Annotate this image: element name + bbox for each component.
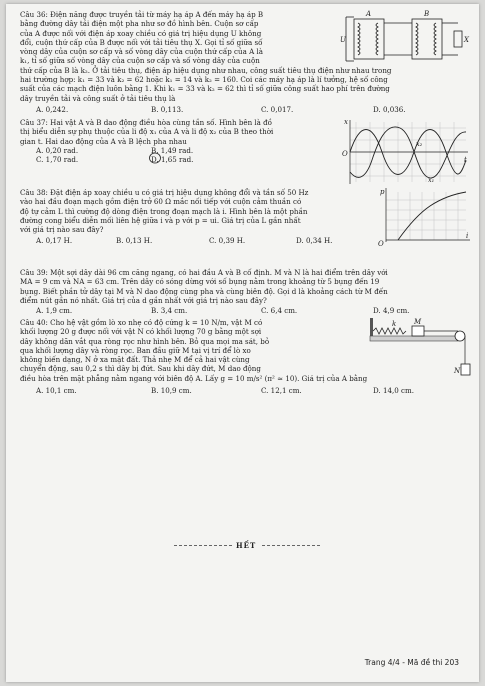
end-marker: HẾT	[236, 541, 257, 550]
page-footer: Trang 4/4 - Mã đề thi 203	[364, 658, 459, 667]
q39-option-b[interactable]: B. 3,4 cm.	[151, 306, 188, 315]
q36-option-c[interactable]: C. 0,017.	[261, 105, 294, 114]
q36-line: hai trường hợp: k₁ = 33 và k₂ = 62 hoặc k₁ = 14 và k₂ = 160. Coi các máy hạ áp là lí tưởng, hệ số công	[20, 75, 388, 85]
fig37-label-x2: x₂	[416, 140, 423, 148]
q36-option-b[interactable]: B. 0,113.	[151, 105, 184, 114]
q36-line: của A được nối với điện áp xoay chiều có giá trị hiệu dụng U không	[20, 28, 262, 38]
q40-line: qua khối lượng dây và ròng rọc. Ban đầu giữ M tại vị trí để lò xo	[20, 345, 251, 355]
question-38	[20, 188, 308, 234]
q37-option-d[interactable]: D. 1,65 rad.	[151, 155, 194, 164]
q37-option-c[interactable]: C. 1,70 rad.	[36, 155, 79, 164]
q40-option-d[interactable]: D. 14,0 cm.	[373, 386, 414, 395]
fig38-label-origin: O	[378, 240, 384, 248]
q40-option-c[interactable]: C. 12,1 cm.	[261, 386, 302, 395]
q39-option-d[interactable]: D. 4,9 cm.	[373, 306, 410, 315]
spring-pulley-diagram	[368, 316, 474, 384]
q40-line: không biến dạng, N ở xa mặt đất. Thả nhẹ M để cả hai vật cùng	[20, 355, 250, 365]
q40-line: khối lượng 20 g được nối với vật N có khối lượng 70 g bằng một sợi	[20, 327, 262, 337]
q37-line: Câu 37: Hai vật A và B dao động điều hòa cùng tần số. Hình bên là đồ	[20, 118, 273, 127]
exam-page	[6, 4, 479, 682]
fig40-label-k: k	[392, 320, 397, 328]
q39-line: điểm nút gần nó nhất. Giá trị của d gần nhất với giá trị nào sau đây?	[20, 295, 267, 305]
q40-line: dây không dãn vắt qua ròng rọc như hình bên. Bỏ qua mọi ma sát, bỏ	[20, 336, 270, 346]
q37-line: thị biểu diễn sự phụ thuộc của li độ x₁ của A và li độ x₂ của B theo thời	[20, 127, 274, 137]
q39-option-c[interactable]: C. 6,4 cm.	[261, 306, 298, 315]
q39-line: MA = 9 cm và NA = 63 cm. Trên dây có sóng dừng với số bụng nằm trong khoảng từ 5 bụng đến 19	[20, 277, 380, 287]
q36-line: bằng đường dây tải điện một pha như sơ đồ hình bên. Cuộn sơ cấp	[20, 19, 259, 29]
q39-line: bụng. Biết phần tử dây tại M và N dao động cùng pha và cùng biên độ. Gọi d là khoảng cách từ M đến	[20, 286, 388, 296]
fig36-label-u: U	[340, 36, 346, 44]
q38-option-c[interactable]: C. 0,39 H.	[209, 236, 246, 245]
q36-option-a[interactable]: A. 0,242.	[36, 105, 69, 114]
end-divider-left	[174, 545, 232, 546]
end-divider-right	[262, 545, 320, 546]
fig36-label-b: B	[424, 10, 430, 18]
q37-option-a[interactable]: A. 0,20 rad.	[36, 146, 79, 155]
fig36-label-x: X	[464, 36, 469, 44]
q36-option-d[interactable]: D. 0,036.	[373, 105, 406, 114]
q36-line: vòng dây của cuộn sơ cấp và số vòng dây của cuộn thứ cấp của A là	[20, 47, 263, 57]
q38-line: vào hai đầu đoạn mạch gồm điện trở 60 Ω mắc nối tiếp với cuộn cảm thuần có	[20, 197, 302, 207]
fig40-label-n: N	[454, 367, 461, 375]
q38-option-a[interactable]: A. 0,17 H.	[36, 236, 73, 245]
q37-option-b[interactable]: B. 1,49 rad.	[151, 146, 194, 155]
q36-line: đổi, cuộn thứ cấp của B được nối với tải tiêu thụ X. Gọi tỉ số giữa số	[20, 37, 263, 47]
q38-option-b[interactable]: B. 0,13 H.	[116, 236, 153, 245]
q36-line: thứ cấp của B là k₂. Ở tải tiêu thụ, điện áp hiệu dụng như nhau, công suất tiêu thụ điện như nhau trong	[20, 65, 392, 75]
fig37-label-x: x	[344, 118, 348, 126]
q40-line: điều hòa trên mặt phẳng nằm ngang với biên độ A. Lấy g = 10 m/s² (π² ≈ 10). Giá trị của A bằng	[20, 373, 368, 383]
q37-answer-circle	[148, 152, 162, 164]
q40-option-b[interactable]: B. 10,9 cm.	[151, 386, 192, 395]
fig37-label-origin: O	[342, 150, 348, 158]
q36-line: k₁, tỉ số giữa số vòng dây của cuộn sơ cấp và số vòng dây của cuộn	[20, 56, 260, 66]
q36-line: Câu 36: Điện năng được truyền tải từ máy hạ áp A đến máy hạ áp B	[20, 10, 264, 19]
transformer-diagram	[340, 9, 472, 69]
question-37	[20, 118, 273, 146]
question-40	[20, 318, 367, 383]
q40-line: chuyển động, sau 0,2 s thì dây bị đứt. Sau khi dây đứt, M dao động	[20, 364, 261, 374]
q38-line: độ tự cảm L thì cường độ dòng điện trong đoạn mạch là i. Hình bên là một phần	[20, 206, 308, 216]
q39-option-a[interactable]: A. 1,9 cm.	[36, 306, 73, 315]
question-36	[20, 10, 391, 103]
q38-line: Câu 38: Đặt điện áp xoay chiều u có giá trị hiệu dụng không đổi và tần số 50 Hz	[20, 188, 309, 197]
fig36-label-a: A	[366, 10, 372, 18]
q37-line: gian t. Hai dao động của A và B lệch pha nhau	[20, 136, 187, 146]
q40-line: Câu 40: Cho hệ vật gồm lò xo nhẹ có độ cứng k = 10 N/m, vật M có	[20, 318, 263, 327]
q38-line: đường cong biểu diễn mối liên hệ giữa i và p với p = ui. Giá trị của L gần nhất	[20, 215, 301, 225]
q39-line: Câu 39: Một sợi dây dài 96 cm căng ngang, có hai đầu A và B cố định. M và N là hai điểm trên dây với	[20, 268, 388, 277]
fig38-label-p: p	[380, 188, 385, 196]
question-39	[20, 268, 388, 305]
q36-line: suất của các mạch điện luôn bằng 1. Khi k₁ = 33 và k₂ = 62 thì tỉ số giữa công suất hao phí trên đường	[20, 84, 390, 94]
q40-option-a[interactable]: A. 10,1 cm.	[36, 386, 77, 395]
q38-line: với giá trị nào sau đây?	[20, 225, 104, 235]
oscillation-graph	[342, 116, 472, 186]
fig37-label-x1: x₁	[428, 176, 435, 184]
fig37-label-t: t	[464, 156, 467, 164]
power-current-graph	[378, 186, 474, 248]
q38-option-d[interactable]: D. 0,34 H.	[296, 236, 333, 245]
fig38-label-i: i	[466, 232, 469, 240]
fig40-label-m: M	[414, 318, 422, 326]
q36-line: dây truyền tải và công suất ở tải tiêu thụ là	[20, 93, 176, 103]
